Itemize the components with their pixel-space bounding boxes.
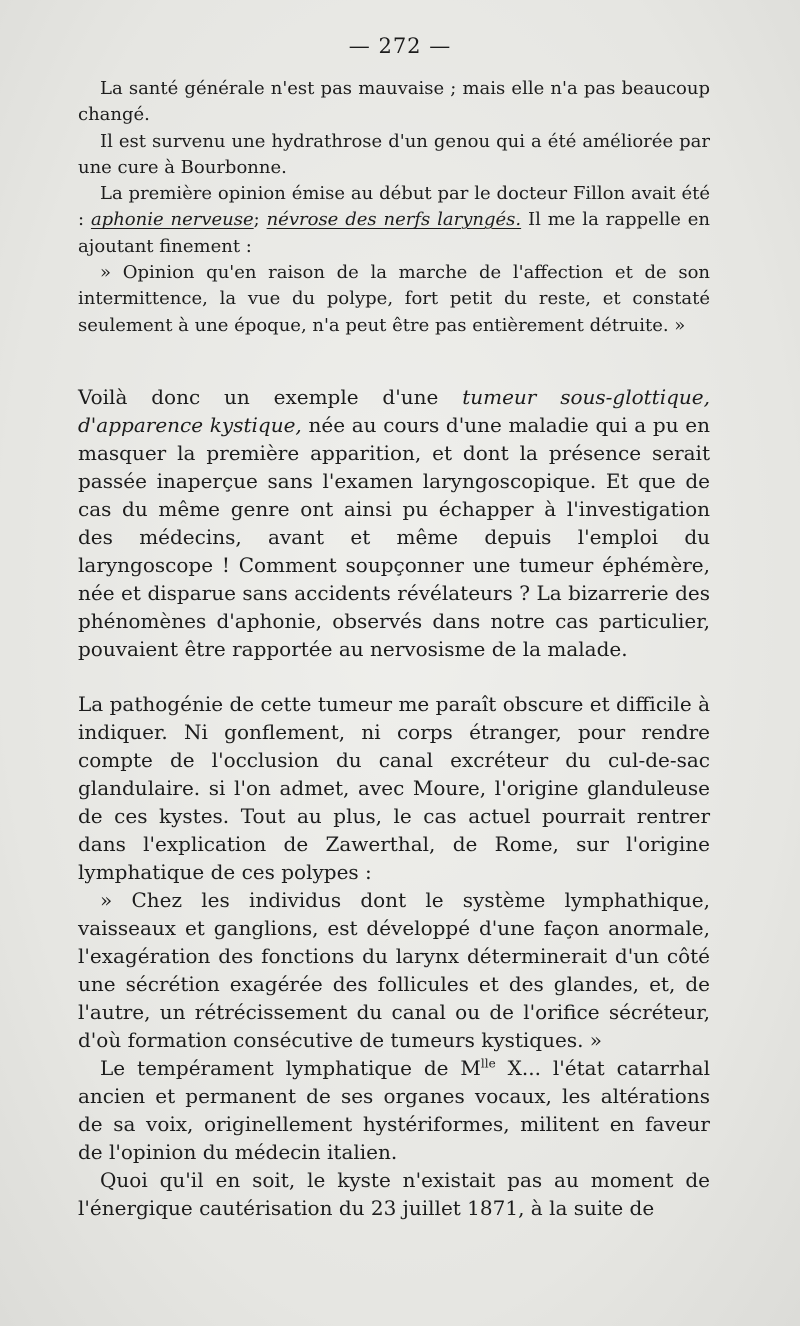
- text-block-2: [78, 383, 710, 663]
- paragraph-temperament: Le tempérament lymphatique de $M^{lle}$ X... l'état catarrhal ancien et permanent de ses organes vocaux, les altérations de sa voix, originellement hystériformes, militent en faveur de l'opinion du médecin italien.: [78, 1056, 710, 1164]
- paragraph-tumor-example: Voilà donc un exemple d'une tumeur sous-glottique, d'apparence kystique, née au cours d'une maladie qui a pu en masquer la première apparition, et dont la présence serait passée inaperçue sans l'examen laryngoscopique. Et que de cas du même genre ont ainsi pu échapper à l'investigation des médecins, avant et même depuis l'emploi du laryngoscope ! Comment soupçonner une tumeur éphémère, née et disparue sans accidents révélateurs ? La bizarrerie des phénomènes d'aphonie, observés dans notre cas particulier, pouvaient être rapportée au nervosisme de la malade.: [78, 385, 710, 661]
- paragraph-first-opinion: La première opinion émise au début par le docteur Fillon avait été : aphonie nerveuse; névrose des nerfs laryngés. Il me la rappelle en ajoutant finement :: [78, 183, 710, 257]
- paragraph-hydrathrosis: Il est survenu une hydrathrose d'un genou qui a été améliorée par une cure à Bourbonne.: [78, 130, 710, 178]
- text-block-3: [78, 690, 710, 1222]
- page-number: — 272 —: [348, 34, 452, 58]
- italic-nevrose: névrose des nerfs laryngés.: [266, 209, 522, 231]
- paragraph-zawerthal-quote: » Chez les individus dont le système lymphathique, vaisseaux et ganglions, est développé d'une façon anormale, l'exagération des fonctions du larynx déterminerait d'un côté une sécrétion exagérée des follicules et des glandes, et, de l'autre, un rétrécissement du canal ou de l'orifice sécréteur, d'où formation consécutive de tumeurs kystiques. »: [78, 888, 710, 1052]
- paragraph-quoted-opinion: » Opinion qu'en raison de la marche de l'affection et de son intermittence, la vue du polype, fort petit du reste, et constaté seulement à une époque, n'a peut être pas entièrement détruite. »: [78, 262, 710, 336]
- paragraph-general-health: La santé générale n'est pas mauvaise ; mais elle n'a pas beaucoup changé.: [78, 78, 710, 126]
- italic-aphonie: aphonie nerveuse: [90, 209, 254, 231]
- paragraph-pathogenie: La pathogénie de cette tumeur me paraît obscure et difficile à indiquer. Ni gonflement, ni corps étranger, pour rendre compte de l'occlusion du canal excréteur du cul-de-sac glandulaire. si l'on admet, avec Moure, l'origine glanduleuse de ces kystes. Tout au plus, le cas actuel pourrait rentrer dans l'explication de Zawerthal, de Rome, sur l'origine lymphatique de ces polypes :: [78, 692, 710, 884]
- text-block-1: [78, 76, 710, 339]
- paragraph-kyste: Quoi qu'il en soit, le kyste n'existait pas au moment de l'énergique cautérisation du 23 juillet 1871, à la suite de: [78, 1168, 710, 1220]
- italic-tumeur: tumeur sous-glottique, d'apparence kystique,: [78, 385, 710, 437]
